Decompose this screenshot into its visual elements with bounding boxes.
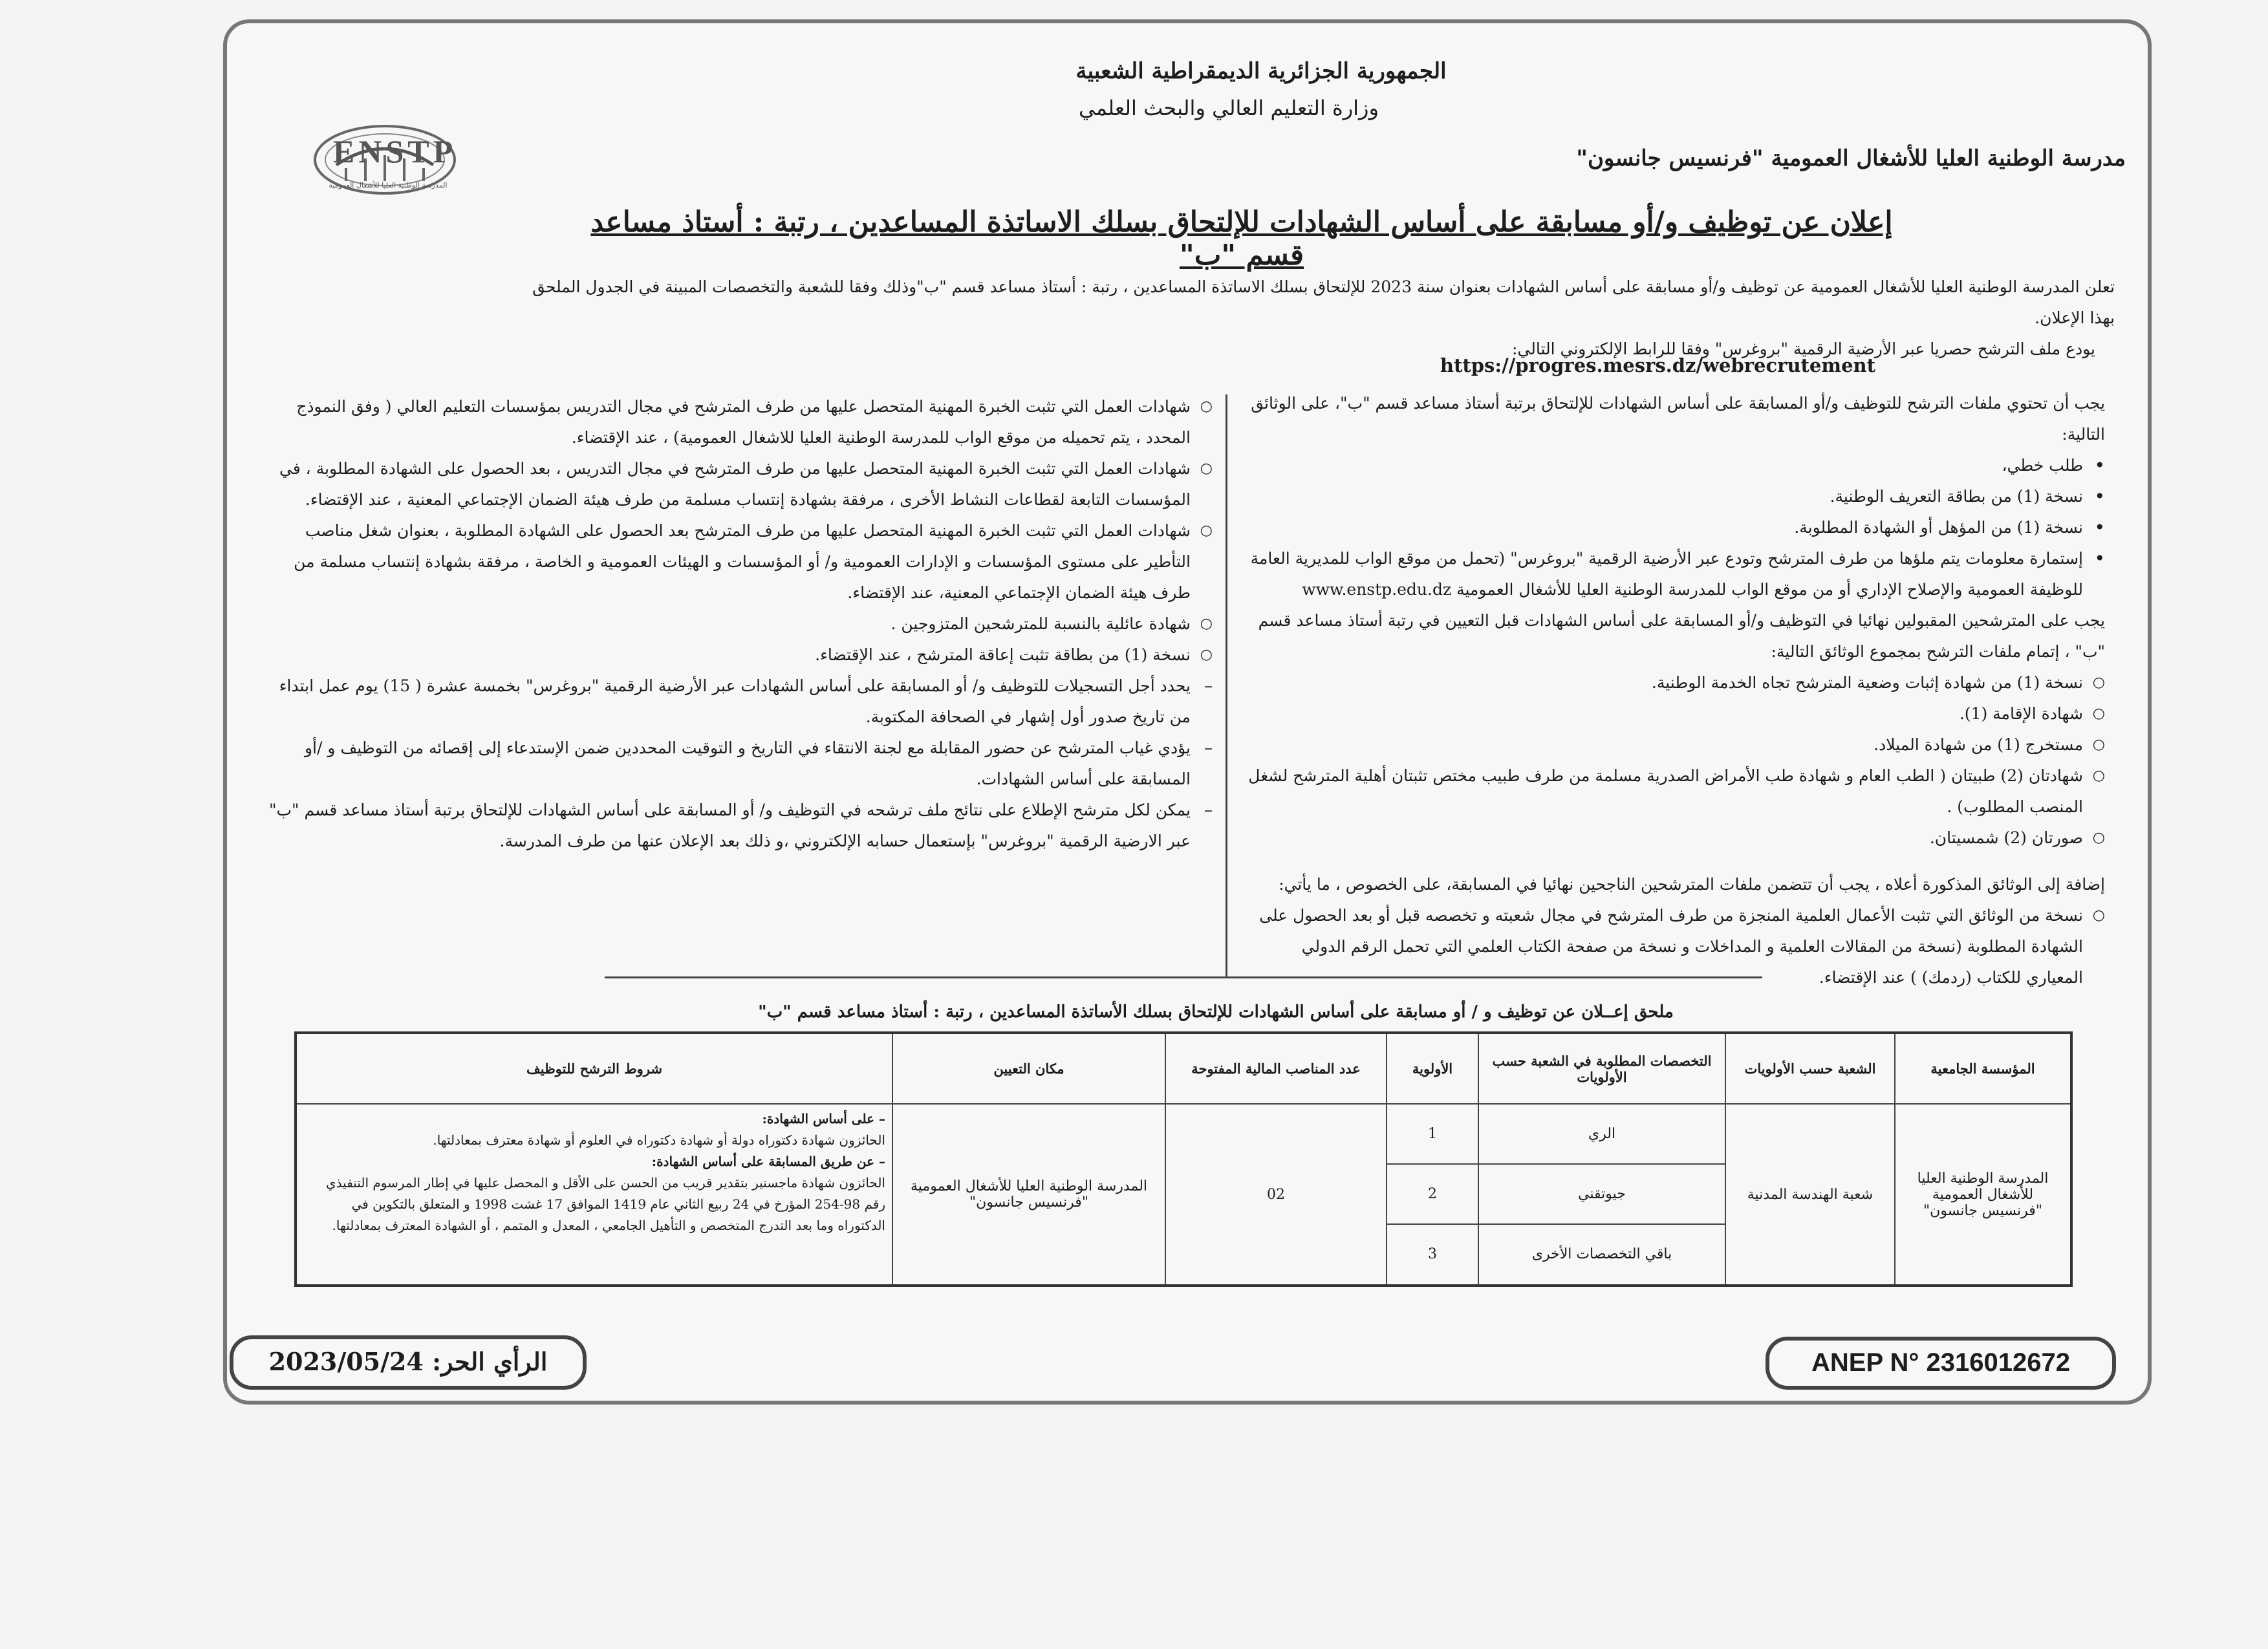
list-item: ○ شهادات العمل التي تثبت الخبرة المهنية المتحصل عليها من طرف المترشح في مجال التدريس ، بعد الحصول على الشهادة المطلوبة ، في المؤسسات التابعة لقطاعات النشاط الأخرى ، مرفقة بشهادة إنتساب مسلمة من طرف هيئة الضمان الإجتماعي المعنية ، عند الإقتضاء.: [268, 453, 1213, 515]
col-specialties: التخصصات المطلوبة في الشعبة حسب الأولويات: [1478, 1033, 1725, 1104]
notes-list: [268, 671, 1213, 857]
col-location: مكان التعيين: [892, 1033, 1165, 1104]
list-item: • طلب خطي،: [1245, 450, 2105, 481]
priority-cell: 2: [1387, 1164, 1478, 1224]
intro-line-1: تعلن المدرسة الوطنية العليا للأشغال العمومية عن توظيف و/أو مسابقة على أساس الشهادات بعنوان سنة 2023 للإلتحاق بسلك الاساتذة المساعدين ، رتبة : أستاذ مساعد قسم "ب"وذلك وفقا للشعبة والتخصصات المبينة في الجدول الملحق بهذا الإعلان.: [532, 277, 2115, 327]
list-item: ○ نسخة من الوثائق التي تثبت الأعمال العلمية المنجزة من طرف المترشح في مجال شعبته و تخصصه قبل أو بعد الحصول على الشهادة المطلوبة (نسخة من المقالات العلمية و المداخلات و نسخة من صفحة الكتاب العلمي التي تحمل الرقم الدولي المعياري للكتاب (ردمك) ) عند الإقتضاء.: [1245, 900, 2105, 993]
col-priority: الأولوية: [1387, 1033, 1478, 1104]
list-item: – يحدد أجل التسجيلات للتوظيف و/ أو المسابقة على أساس الشهادات عبر الأرضية الرقمية "بروغرس" بخمسة عشرة ( 15) يوم عمل ابتداء من تاريخ صدور أول إشهار في الصحافة المكتوبة.: [268, 671, 1213, 733]
col-conditions: شروط الترشح للتوظيف: [296, 1033, 892, 1104]
intro-line-2: يودع ملف الترشح حصريا عبر الأرضية الرقمية "بروغرس" وفقا للرابط الإلكتروني التالي:: [1511, 339, 2095, 358]
logo-subtitle: المدرسة الوطنية العليا للأشغال العمومية: [329, 181, 448, 189]
required-docs-list: [1245, 450, 2105, 605]
list-item: • نسخة (1) من بطاقة التعريف الوطنية.: [1245, 481, 2105, 512]
branch-cell: شعبة الهندسة المدنية: [1725, 1104, 1895, 1286]
docs-intro: يجب أن تحتوي ملفات الترشح للتوظيف و/أو المسابقة على أساس الشهادات للإلتحاق برتبة أستاذ مساعد قسم "ب"، على الوثائق التالية:: [1251, 394, 2105, 444]
conditions-cell: [296, 1104, 892, 1286]
list-item: ○ شهادات العمل التي تثبت الخبرة المهنية المتحصل عليها من طرف المترشح بعد الحصول على الشهادة المطلوبة ، بعنوان شغل مناصب التأطير على مستوى المؤسسات و الإدارات العمومية و/ أو المؤسسات و الهيئات العمومية و الخاصة ، مرفقة بشهادة إنتساب مسلمة من طرف هيئة الضمان الإجتماعي المعنية، عند الإقتضاء.: [268, 515, 1213, 609]
column-divider: [1226, 394, 1227, 976]
republic-heading: الجمهورية الجزائرية الديمقراطية الشعبية: [1075, 58, 1447, 84]
specialty-cell: جيوتقني: [1478, 1164, 1725, 1224]
left-column: [268, 391, 1213, 857]
logo-text: ENSTP: [333, 133, 457, 169]
priority-cell: 3: [1387, 1224, 1478, 1286]
list-item: • إستمارة معلومات يتم ملؤها من طرف المترشح وتودع عبر الأرضية الرقمية "بروغرس" (تحمل من موقع الواب للمديرية العامة للوظيفة العمومية والإصلاح الإداري أو من موقع الواب للمدرسة الوطنية العليا للأشغال العمومية www.enstp.edu.dz: [1245, 543, 2105, 605]
col-positions: عدد المناصب المالية المفتوحة: [1165, 1033, 1387, 1104]
list-item: ○ شهادتان (2) طبيتان ( الطب العام و شهادة طب الأمراض الصدرية مسلمة من طرف طبيب مختص تثبتان أهلية المترشح لشغل المنصب المطلوب) .: [1245, 760, 2105, 823]
extra-docs-intro: إضافة إلى الوثائق المذكورة أعلاه ، يجب أن تتضمن ملفات المترشحين الناجحين نهائيا في المسابقة، على الخصوص ، ما يأتي:: [1279, 875, 2105, 894]
announcement-title: إعلان عن توظيف و/أو مسابقة على أساس الشهادات للإلتحاق بسلك الاساتذة المساعدين ، رتبة : أستاذ مساعد قسم "ب": [590, 206, 1893, 272]
recruitment-url[interactable]: https://progres.mesrs.dz/webrecrutement: [1440, 354, 1875, 376]
list-item: ○ نسخة (1) من شهادة إثبات وضعية المترشح تجاه الخدمة الوطنية.: [1245, 667, 2105, 698]
final-docs-list: [1245, 667, 2105, 854]
condition-line: الحائزون شهادة ماجستير بتقدير قريب من الحسن على الأقل و المحصل عليها في إطار المرسوم التنفيذي رقم 98-254 المؤرخ في 24 ربيع الثاني عام 1419 الموافق 17 غشت 1998 و المتعلق بالتكوين في الدكتوراه وما بعد التدرج المتخصص و التأهيل الجامعي ، المعدل و المتمم ، أو الشهادة المعترف بمعادلتها.: [326, 1175, 885, 1233]
final-docs-intro: يجب على المترشحين المقبولين نهائيا في التوظيف و/أو المسابقة على أساس الشهادات قبل التعيين في رتبة أستاذ مساعد قسم "ب" ، إتمام ملفات الترشح بمجموع الوثائق التالية:: [1258, 611, 2105, 661]
annex-table: [294, 1031, 2073, 1287]
location-cell: المدرسة الوطنية العليا للأشغال العمومية "فرنسيس جانسون": [892, 1104, 1165, 1286]
work-certificates-list: [268, 391, 1213, 671]
table-row: [296, 1104, 2071, 1164]
school-name: مدرسة الوطنية العليا للأشغال العمومية "فرنسيس جانسون": [1576, 146, 2126, 171]
ministry-heading: وزارة التعليم العالي والبحث العلمي: [1079, 96, 1379, 120]
priority-cell: 1: [1387, 1104, 1478, 1164]
newspaper-date-badge: الرأي الحر: 2023/05/24: [230, 1335, 587, 1390]
annex-title: ملحق إعــلان عن توظيف و / أو مسابقة على أساس الشهادات للإلتحاق بسلك الأساتذة المساعدين ، رتبة : أستاذ مساعد قسم "ب": [758, 1002, 1674, 1022]
list-item: ○ صورتان (2) شمسيتان.: [1245, 823, 2105, 854]
specialty-cell: باقي التخصصات الأخرى: [1478, 1224, 1725, 1286]
condition-line: – على أساس الشهادة:: [762, 1111, 885, 1126]
list-item: ○ مستخرج (1) من شهادة الميلاد.: [1245, 729, 2105, 760]
col-institution: المؤسسة الجامعية: [1895, 1033, 2071, 1104]
list-item: – يمكن لكل مترشح الإطلاع على نتائج ملف ترشحه في التوظيف و/ أو المسابقة على أساس الشهادات للإلتحاق برتبة أستاذ مساعد قسم "ب" عبر الارضية الرقمية "بروغرس" بإستعمال حسابه الإلكتروني ،و ذلك بعد الإعلان عنها من طرف المدرسة.: [268, 795, 1213, 857]
institution-cell: المدرسة الوطنية العليا للأشغال العمومية "فرنسيس جانسون": [1895, 1104, 2071, 1286]
intro-paragraph: [504, 272, 2115, 365]
list-item: ○ شهادة الإقامة (1).: [1245, 698, 2105, 729]
section-divider: [605, 976, 1762, 978]
right-column: [1245, 388, 2105, 993]
list-item: ○ نسخة (1) من بطاقة تثبت إعاقة المترشح ، عند الإقتضاء.: [268, 640, 1213, 671]
specialty-cell: الري: [1478, 1104, 1725, 1164]
condition-line: الحائزون شهادة دكتوراه دولة أو شهادة دكتوراه في العلوم أو شهادة معترف بمعادلتها.: [433, 1132, 885, 1148]
extra-docs-list: [1245, 900, 2105, 993]
col-branch: الشعبة حسب الأولويات: [1725, 1033, 1895, 1104]
list-item: ○ شهادات العمل التي تثبت الخبرة المهنية المتحصل عليها من طرف المترشح في مجال التدريس بمؤسسات التعليم العالي ( وفق النموذج المحدد ، يتم تحميله من موقع الواب للمدرسة الوطنية العليا للاشغال العمومية) ، عند الإقتضاء.: [268, 391, 1213, 453]
list-item: ○ شهادة عائلية بالنسبة للمترشحين المتزوجين .: [268, 609, 1213, 640]
positions-cell: 02: [1165, 1104, 1387, 1286]
condition-line: – عن طريق المسابقة على أساس الشهادة:: [651, 1154, 885, 1169]
list-item: • نسخة (1) من المؤهل أو الشهادة المطلوبة.: [1245, 512, 2105, 543]
table-header-row: [296, 1033, 2071, 1104]
list-item: – يؤدي غياب المترشح عن حضور المقابلة مع لجنة الانتقاء في التاريخ و التوقيت المحددين ضمن الإستدعاء إلى إقصائه من التوظيف و /أو المسابقة على أساس الشهادات.: [268, 733, 1213, 795]
anep-number-badge: ANEP N° 2316012672: [1766, 1337, 2116, 1390]
